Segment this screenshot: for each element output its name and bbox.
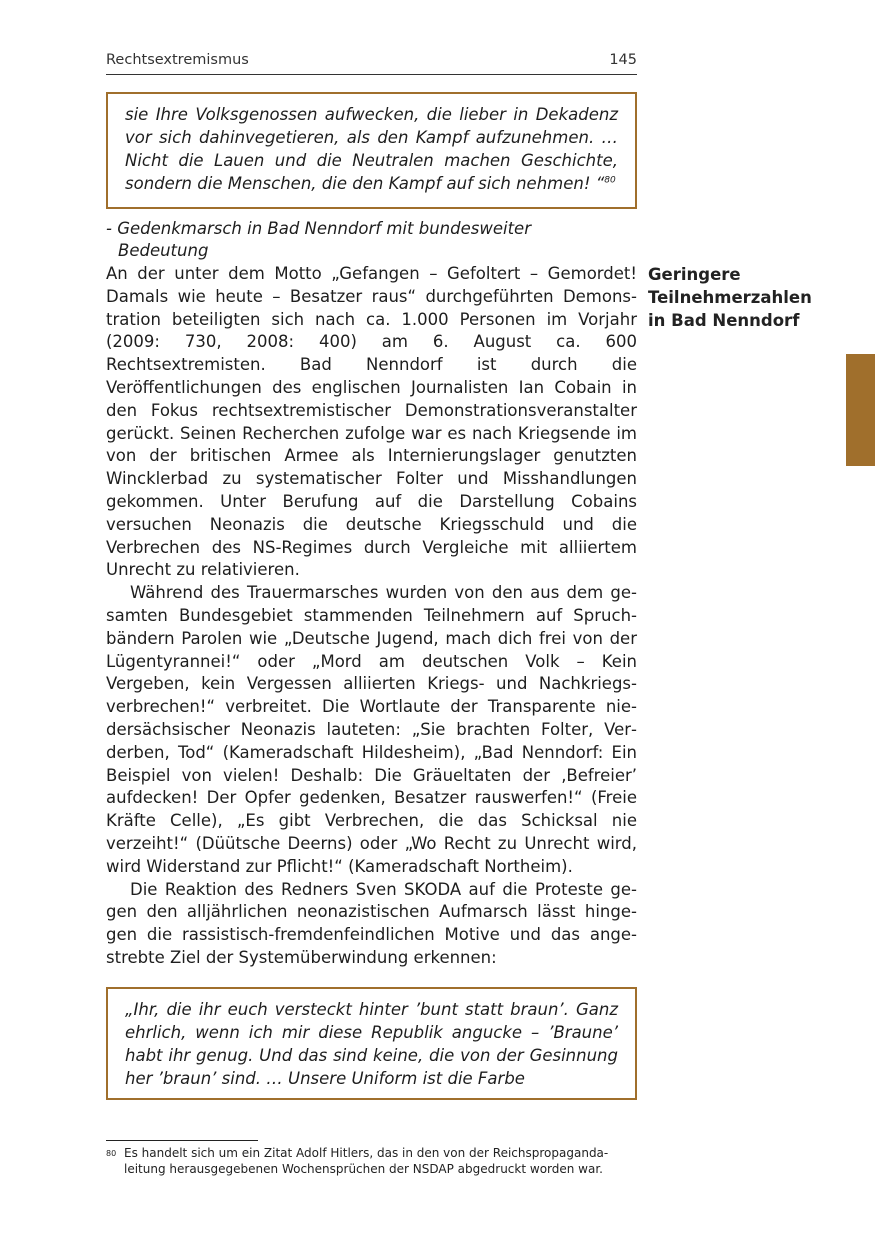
footnote: [106, 1146, 637, 1177]
margin-note: Geringere Teilnehmerzahlen in Bad Nenndorf: [648, 265, 812, 330]
footnote-divider: [106, 1140, 258, 1141]
chapter-thumb-tab: [846, 354, 875, 466]
quote-box-hitler: [106, 92, 637, 209]
footnote-reference: 80: [604, 175, 616, 186]
footnote-text: Es handelt sich um ein Zitat Adolf Hitlers, das in den von der Reichspropagandaleitung herausgegebenen Wochensprüchen der NSDAP abgedruckt worden war.: [124, 1146, 609, 1176]
paragraph: Während des Trauermarsches wurden von den aus dem gesamten Bundesgebiet stammenden Teilnehmern auf Spruchbändern Parolen wie „Deutsche Jugend, mach dich frei von der Lügentyrannei!“ oder „Mord am deutschen Volk – Kein Vergeben, kein Vergessen alliierten Kriegs- und Nachkriegsverbrechen!“ verbreitet. Die Wortlaute der Transparente niedersächsischer Neonazis lauteten: „Sie brachten Folter, Verderben, Tod“ (Kameradschaft Hildesheim), „Bad Nenndorf: Ein Beispiel von vielen! Deshalb: Die Gräueltaten der ‚Befreier’ aufdecken! Der Opfer gedenken, Besatzer rauswerfen!“ (Freie Kräfte Celle), „Es gibt Verbrechen, die das Schicksal nie verzeiht!“ (Düütsche Deerns) oder „Wo Recht zu Unrecht wird, wird Widerstand zur Pflicht!“ (Kameradschaft Northeim).: [106, 583, 637, 876]
quote-text: sie Ihre Volksgenossen aufwecken, die lieber in Dekadenz vor sich dahinvegetieren, als den Kampf aufzunehmen. … Nicht die Lauen und die Neutralen machen Geschichte, sondern die Menschen, die den Kampf auf sich nehmen! “: [125, 105, 618, 193]
section-subheading: - Gedenkmarsch in Bad Nenndorf mit bundesweiter Bedeutung: [106, 219, 531, 260]
footnote-number: 80: [106, 1149, 117, 1158]
paragraph: An der unter dem Motto „Gefangen – Gefoltert – Gemordet! Damals wie heute – Besatzer raus“ durchgeführten Demonstration beteiligten sich nach ca. 1.000 Personen im Vorjahr (2009: 730, 2008: 400) am 6. August ca. 600 Rechtsextremisten. Bad Nenndorf ist durch die Veröffentlichungen des englischen Journalisten Ian Cobain in den Fokus rechtsextremistischer Demonstrationsveranstalter gerückt. Seinen Recherchen zufolge war es nach Kriegsende im von der britischen Armee als Internierungslager genutzten Wincklerbad zu systematischer Folter und Misshandlungen gekommen. Unter Berufung auf die Darstellung Cobains versuchen Neonazis die deutsche Kriegsschuld und die Verbrechen des NS-Regimes durch Vergleiche mit alliiertem Unrecht zu relativieren.: [106, 264, 637, 580]
page-number: 145: [609, 52, 637, 68]
quote-box-skoda: [106, 987, 637, 1100]
paragraph: Die Reaktion des Redners Sven SKODA auf die Proteste gegen den alljährlichen neonazistischen Aufmarsch lässt hingegen die rassistisch-fremdenfeindlichen Motive und das angestrebte Ziel der Systemüberwindung erkennen:: [106, 879, 637, 967]
running-title: Rechtsextremismus: [106, 52, 249, 68]
quote-text: „Ihr, die ihr euch versteckt hinter ’bunt statt braun’. Ganz ehrlich, wenn ich mir diese Republik angucke – ’Braune’ habt ihr genug. Und das sind keine, die von der Gesinnung her ’braun’ sind. … Unsere Uniform ist die Farbe: [125, 1000, 618, 1088]
body-text: [106, 263, 637, 970]
running-header: [106, 52, 637, 75]
